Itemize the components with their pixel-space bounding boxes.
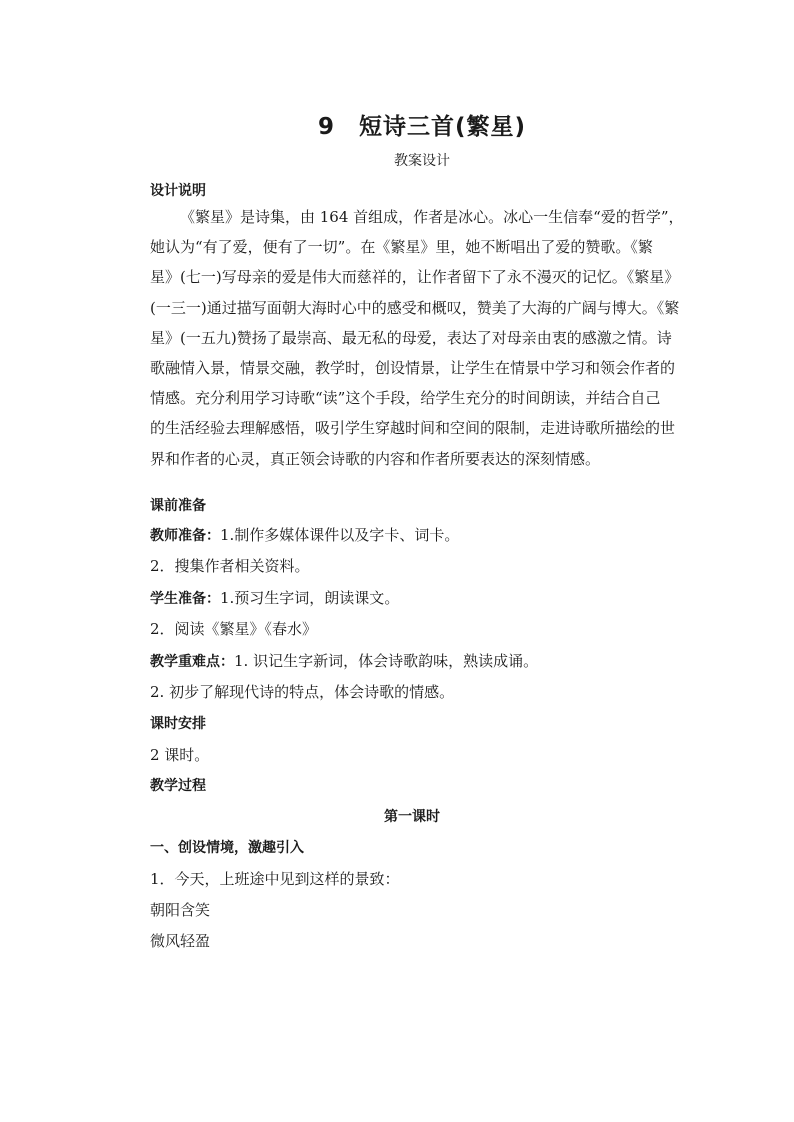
paragraph-line: 的生活经验去理解感悟，吸引学生穿越时间和空间的限制，走进诗歌所描绘的世 bbox=[150, 419, 676, 438]
paragraph-line: 《繁星》是诗集，由 164 首组成，作者是冰心。冰心一生信奉“爱的哲学”， bbox=[180, 208, 684, 226]
teacher-prep-line bbox=[150, 524, 459, 545]
process-heading: 教学过程 bbox=[150, 778, 206, 794]
student-prep-line bbox=[150, 587, 399, 608]
student-prep-item: 1.预习生字词，朗读课文。 bbox=[220, 589, 400, 607]
paragraph-line: 歌融情入景，情景交融，教学时，创设情景，让学生在情景中学习和领会作者的 bbox=[150, 359, 676, 378]
prep-heading: 课前准备 bbox=[150, 498, 206, 514]
step-one-line: 1．今天，上班途中见到这样的景致： bbox=[150, 870, 400, 888]
paragraph-line: 界和作者的心灵，真正领会诗歌的内容和作者所要表达的深刻情感。 bbox=[150, 449, 601, 468]
lesson-one-heading: 第一课时 bbox=[384, 809, 440, 825]
key-points-item-2: 2. 初步了解现代诗的特点，体会诗歌的情感。 bbox=[150, 683, 455, 701]
paragraph-line: 她认为“有了爱，便有了一切”。在《繁星》里，她不断唱出了爱的赞歌。《繁 bbox=[150, 238, 653, 257]
paragraph-line: (一三一)通过描写面朝大海时心中的感受和概叹，赞美了大海的广阔与博大。《繁 bbox=[150, 298, 680, 317]
poem-line: 朝阳含笑 bbox=[150, 901, 211, 919]
document-subtitle: 教案设计 bbox=[394, 153, 450, 169]
paragraph-line: 情感。充分利用学习诗歌“读”这个手段，给学生充分的时间朗读，并结合自己 bbox=[150, 389, 661, 408]
teacher-prep-item: 1.制作多媒体课件以及字卡、词卡。 bbox=[220, 526, 460, 544]
key-points-line bbox=[150, 650, 538, 671]
poem-line: 微风轻盈 bbox=[150, 932, 211, 950]
paragraph-line: 星》(七一)写母亲的爱是伟大而慈祥的，让作者留下了永不漫灭的记忆。《繁星》 bbox=[150, 268, 680, 287]
paragraph-line: 星》(一五九)赞扬了最崇高、最无私的母爱，表达了对母亲由衷的感激之情。诗 bbox=[150, 328, 672, 347]
teacher-prep-item-2: 2．搜集作者相关资料。 bbox=[150, 557, 310, 575]
teacher-prep-label: 教师准备： bbox=[150, 528, 220, 544]
document-title: 9 短诗三首(繁星) bbox=[317, 114, 527, 140]
student-prep-item-2: 2．阅读《繁星》《春水》 bbox=[150, 620, 318, 638]
schedule-text: 2 课时。 bbox=[150, 746, 210, 764]
key-points-label: 教学重难点： bbox=[150, 654, 234, 670]
design-note-heading: 设计说明 bbox=[150, 183, 206, 199]
key-points-item: 1. 识记生字新词，体会诗歌韵味，熟读成诵。 bbox=[234, 652, 539, 670]
design-note-paragraph bbox=[150, 202, 684, 474]
schedule-heading: 课时安排 bbox=[150, 716, 206, 732]
student-prep-label: 学生准备： bbox=[150, 591, 220, 607]
step-one-heading: 一、创设情境，激趣引入 bbox=[150, 840, 304, 856]
